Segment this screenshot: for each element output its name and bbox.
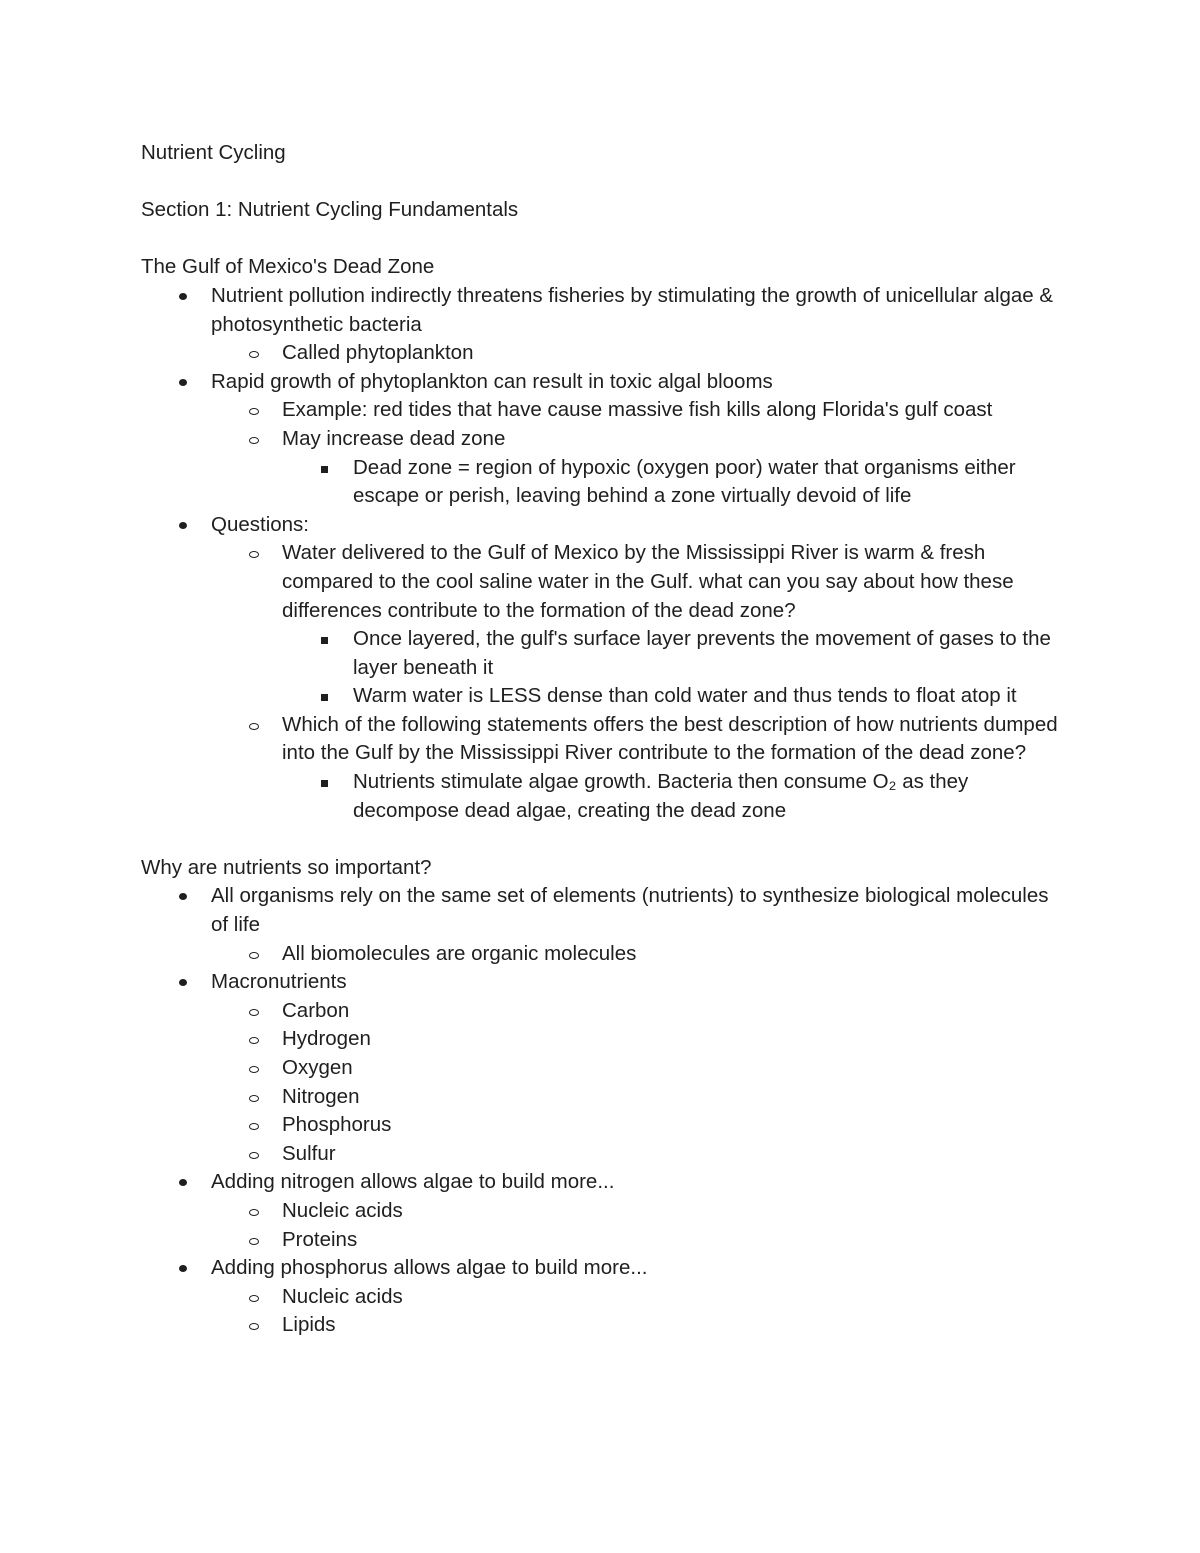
bullet-disc-icon xyxy=(177,1168,197,1197)
dead-zone-list xyxy=(141,282,1071,825)
list-item: All biomolecules are organic molecules xyxy=(141,940,1071,969)
list-item: Once layered, the gulf's surface layer prevents the movement of gases to the layer beneath it xyxy=(141,625,1071,682)
list-item: Phosphorus xyxy=(141,1111,1071,1140)
bullet-circle-icon xyxy=(248,1083,268,1112)
list-item: Rapid growth of phytoplankton can result in toxic algal blooms Example: red tides that have cause massive fish kills along Florida's gulf coast May increase dead zone Dead zone = region of hypoxic (oxygen poor) water that organisms either escape or perish, leaving behind a zone virtually devoid of life xyxy=(141,368,1071,511)
list-item: Nutrients stimulate algae growth. Bacteria then consume O₂ as they decompose dead algae, creating the dead zone xyxy=(141,768,1071,825)
topic-heading-dead-zone: The Gulf of Mexico's Dead Zone xyxy=(141,255,435,279)
topic-heading-nutrients: Why are nutrients so important? xyxy=(141,855,432,879)
document-page xyxy=(141,139,1071,1340)
bullet-disc-icon xyxy=(177,368,197,397)
list-item: Which of the following statements offers the best description of how nutrients dumped into the Gulf by the Mississippi River contribute to the formation of the dead zone? Nutrients stimulate algae growth. Bacteria then consume O₂ as they decompose dead algae, creating the dead zone xyxy=(141,711,1071,825)
list-item: Example: red tides that have cause massive fish kills along Florida's gulf coast xyxy=(141,396,1071,425)
bullet-circle-icon xyxy=(248,1311,268,1340)
bullet-disc-icon xyxy=(177,882,197,911)
bullet-circle-icon xyxy=(248,711,268,740)
bullet-circle-icon xyxy=(248,997,268,1026)
bullet-square-icon xyxy=(319,768,339,797)
list-item: Water delivered to the Gulf of Mexico by the Mississippi River is warm & fresh compared to the cool saline water in the Gulf. what can you say about how these differences contribute to the formation of the dead zone? Once layered, the gulf's surface layer prevents the movement of gases to the layer beneath it Warm water is LESS dense than cold water and thus tends to float atop it xyxy=(141,539,1071,711)
list-item: Hydrogen xyxy=(141,1025,1071,1054)
bullet-circle-icon xyxy=(248,1111,268,1140)
list-item: Warm water is LESS dense than cold water and thus tends to float atop it xyxy=(141,682,1071,711)
list-item: Proteins xyxy=(141,1226,1071,1255)
bullet-square-icon xyxy=(319,625,339,654)
bullet-disc-icon xyxy=(177,1254,197,1283)
bullet-circle-icon xyxy=(248,396,268,425)
nutrients-list xyxy=(141,882,1071,1340)
bullet-circle-icon xyxy=(248,1226,268,1255)
bullet-circle-icon xyxy=(248,1025,268,1054)
bullet-circle-icon xyxy=(248,1283,268,1312)
list-item: Sulfur xyxy=(141,1140,1071,1169)
section-heading: Section 1: Nutrient Cycling Fundamentals xyxy=(141,198,519,222)
list-item: Called phytoplankton xyxy=(141,339,1071,368)
list-item: Adding nitrogen allows algae to build more... Nucleic acids Proteins xyxy=(141,1168,1071,1254)
bullet-square-icon xyxy=(319,682,339,711)
list-item: Adding phosphorus allows algae to build more... Nucleic acids Lipids xyxy=(141,1254,1071,1340)
bullet-circle-icon xyxy=(248,1054,268,1083)
bullet-disc-icon xyxy=(177,282,197,311)
macronutrient-list xyxy=(141,997,1071,1169)
bullet-circle-icon xyxy=(248,940,268,969)
bullet-circle-icon xyxy=(248,425,268,454)
list-item: Nucleic acids xyxy=(141,1283,1071,1312)
list-item: May increase dead zone Dead zone = region of hypoxic (oxygen poor) water that organisms either escape or perish, leaving behind a zone virtually devoid of life xyxy=(141,425,1071,511)
list-item: All organisms rely on the same set of elements (nutrients) to synthesize biological molecules of life All biomolecules are organic molecules xyxy=(141,882,1071,968)
bullet-circle-icon xyxy=(248,339,268,368)
bullet-disc-icon xyxy=(177,968,197,997)
list-item: Nucleic acids xyxy=(141,1197,1071,1226)
list-item: Questions: Water delivered to the Gulf of Mexico by the Mississippi River is warm & fresh compared to the cool saline water in the Gulf. what can you say about how these differences contribute to the formation of the dead zone? Once layered, the gulf's surface layer prevents the movement of gases to the layer beneath it Warm water is LESS dense than cold water and thus tends to float atop it Which of the following statements offers the best description of how nutrients dumped into the Gulf by the Mississippi River contribute to the formation of the dead zone? Nutrients stimulate algae growth. Bacteria then consume O₂ as they decompose dead algae, creating the dead zone xyxy=(141,511,1071,826)
bullet-disc-icon xyxy=(177,511,197,540)
list-item: Dead zone = region of hypoxic (oxygen poor) water that organisms either escape or perish, leaving behind a zone virtually devoid of life xyxy=(141,454,1071,511)
bullet-square-icon xyxy=(319,454,339,483)
document-title: Nutrient Cycling xyxy=(141,141,286,164)
list-item: Nutrient pollution indirectly threatens fisheries by stimulating the growth of unicellular algae & photosynthetic bacteria Called phytoplankton xyxy=(141,282,1071,368)
list-item: Carbon xyxy=(141,997,1071,1026)
list-item: Macronutrients Carbon Hydrogen Oxygen Nitrogen Phosphorus Sulfur xyxy=(141,968,1071,1168)
bullet-circle-icon xyxy=(248,539,268,568)
list-item: Lipids xyxy=(141,1311,1071,1340)
bullet-circle-icon xyxy=(248,1197,268,1226)
list-item: Oxygen xyxy=(141,1054,1071,1083)
bullet-circle-icon xyxy=(248,1140,268,1169)
list-item: Nitrogen xyxy=(141,1083,1071,1112)
